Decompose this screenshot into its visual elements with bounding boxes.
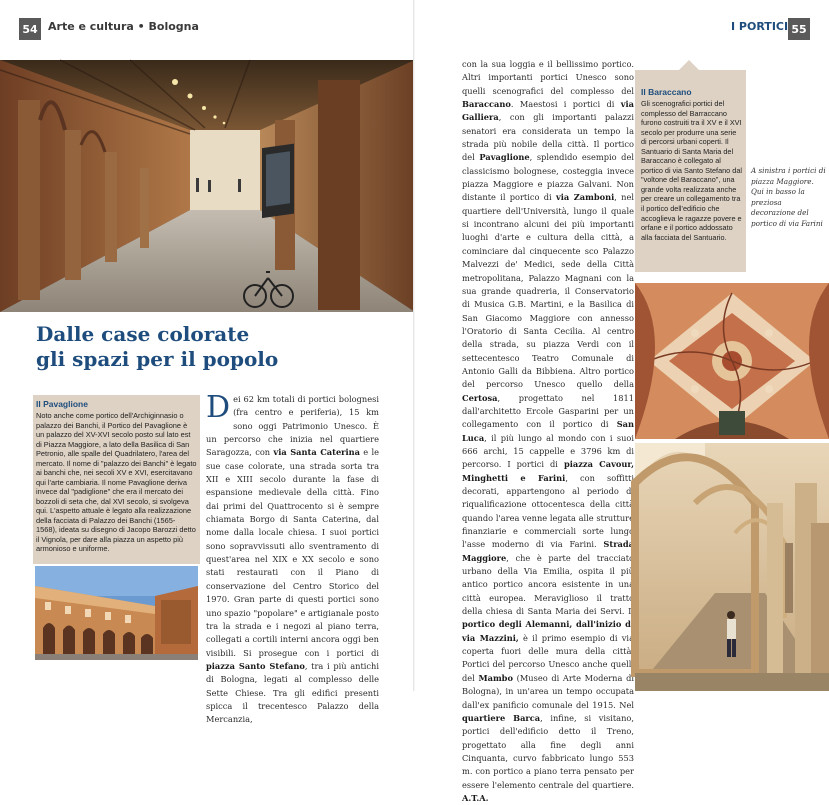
left-page bbox=[0, 0, 415, 725]
right-body-bold-2: via Galliera bbox=[462, 99, 634, 123]
page-number-left: 54 bbox=[19, 18, 41, 40]
right-body-text-6: , progettato nel 1811 dall'architetto Ercole Gasparini per un collegamento con il portico di bbox=[462, 392, 634, 430]
right-body-text-3: , con gli importanti palazzi senatori era considerata un tempo la strada più nobile della città. Il portico del bbox=[462, 112, 634, 163]
right-body-bold-7: piazza Cavour, Minghetti e Farini bbox=[462, 459, 635, 483]
left-body-text-1: ei 62 km totali di portici bolognesi (fra centro e periferia), 15 km sono oggi Patrimonio Unesco. È un percorso che inizia nel quartiere Saragozza, con bbox=[206, 394, 379, 458]
left-body-bold-2: piazza Santo Stefano bbox=[206, 660, 305, 671]
right-body-text-12: , infine, si visitano, portici dell'edificio detto il Treno, progettato alla fine degli anni Cinquanta, curvo fabbricato lungo 553 m. con portico a piano terra pensato per essere l'elemento centrale del quartiere. bbox=[462, 712, 635, 790]
title-line-1: Dalle case colorate bbox=[36, 322, 250, 346]
signature: A.T.A. bbox=[462, 792, 489, 803]
right-body-column bbox=[462, 58, 634, 805]
title-line-2: gli spazi per il popolo bbox=[36, 347, 279, 371]
pavaglione-photo bbox=[35, 566, 198, 660]
right-page bbox=[415, 0, 829, 803]
sidebar-pointer bbox=[679, 60, 699, 70]
sidebar-heading-baraccano: Il Baraccano bbox=[641, 87, 692, 97]
article-title bbox=[36, 322, 396, 372]
right-body-bold-11: quartiere Barca bbox=[462, 712, 541, 723]
running-head-left: Arte e cultura • Bologna bbox=[48, 20, 199, 33]
right-body-text-1: con la sua loggia e il bellissimo portico. Altri importanti portici Unesco sono quelli scenografici del complesso del bbox=[462, 59, 634, 96]
right-body-bold-4: via Zamboni bbox=[555, 192, 615, 203]
left-body-bold-1: via Santa Caterina bbox=[273, 447, 361, 458]
right-body-bold-5: Certosa bbox=[462, 392, 498, 403]
sidebar-heading-pavaglione: Il Pavaglione bbox=[36, 399, 88, 409]
portico-main-photo bbox=[0, 60, 415, 312]
running-head-right: I PORTICI bbox=[731, 20, 789, 33]
right-body-text-9: , che è parte del tracciato urbano della Via Emilia, ospita il più antico portico ancora esistente in una città europea. Meraviglioso il tratto della chiesa di Santa Maria dei Servi. Il bbox=[462, 552, 634, 617]
right-body-text-8: , con soffitti decorati, appartengono al periodo di riqualificazione ottocentesca della città quando l'area venne legata alle strutture finanziarie e commerciali sorte lungo l'asse moderno di via Farini. bbox=[462, 472, 634, 550]
right-body-text-5: , nel quartiere dell'Università, lungo il quale si incontrano alcuni dei più importanti luoghi d'arte e cultura della città, a cominciare dal cinquecente sco Palazzo Malvezzi de' Medici, sede della Città metropolitana, Palazzo Magnani con la sua grande quadreria, il Conservatorio di Musica G.B. Martini, e la Basilica di San Giacomo Maggiore con annesso l'Oratorio di Santa Cecilia. Al centro della strada, su piazza Verdi con il settecentesco Teatro Comunale di Antonio Galli da Bibbiena. Altro portico del percorso Unesco quello della bbox=[462, 192, 634, 390]
sidebar-text-pavaglione: Noto anche come portico dell'Archiginnasio o palazzo dei Banchi, il Portico del Pavaglione è un palazzo del XV-XVI secolo posto sul lato est di Piazza Maggiore, a lato della Basilica di San Petronio, alle spalle del Quadrilatero, l'area del mercato. Il nome di "palazzo dei Banchi" è legato ai banchi che, nei secoli XV e XVI, esercitavano qui l'arte cambiaria. Il nome Pavaglione deriva invece dal "padiglione" che era il mercato dei bozzoli di seta che, dal XVI secolo, si svolgeva qui. L'aspetto attuale è legato alla realizzazione della facciata di Palazzo dei Banchi (1565- 1568), ideata su disegno di Jacopo Barozzi detto il Vignola, per dare alla piazza un aspetto più armonioso e uniforme. bbox=[36, 411, 197, 553]
sidebar-baraccano bbox=[635, 70, 746, 272]
photo-caption: A sinistra i portici di piazza Maggiore. Qui in basso la preziosa decorazione del portico di via Farini bbox=[751, 166, 826, 228]
right-body-bold-8: Strada Maggiore bbox=[462, 539, 634, 563]
sidebar-text-baraccano: Gli scenografici portici del complesso del Barraccano furono costruiti tra il XV e il XVI secolo per produrre una serie di percorsi urbani coperti. Il Santuario di Santa Maria del Baraccano è collegato al portico di via Santo Stefano dal "voltone del Baraccano", una grande volta realizzata anche per creare un collegamento tra il portico dell'edificio che accoglieva le ragazze povere e orfane e il portico addossato alla facciata del Santuario. bbox=[641, 99, 743, 242]
sidebar-pavaglione bbox=[33, 395, 200, 564]
left-body-column bbox=[206, 390, 379, 727]
right-body-text-11: (Museo di Arte Moderna di Bologna), in un'area un tempo occupata dall'ex panificio comunale del 1915. Nel bbox=[462, 672, 634, 710]
right-body-bold-1: Baraccano bbox=[462, 99, 511, 110]
left-body-text-2: e le sue case colorate, una strada sorta tra XII e XIII secolo durante la fase di espansione medievale della città. Fino dai primi del Quattrocento si è sempre chiamata Borgo di Santa Caterina, dal nome dalla locale chiesa. I suoi portici sono sopravvissuti allo sventramento di quest'area nel XIX e XX secolo e sono stati restaurati con il Piano di conservazione del Centro Storico del 1970. Gran parte di questi portici sono uno spazio "popolare" e artigianale posto tra la strada e i negozi al piano terra, collegati a cortili interni ancora oggi ben visibili. Si prosegue con i portici di bbox=[206, 447, 379, 658]
right-body-text-4: , splendido esempio del classicismo bolognese, costeggia invece piazza Maggiore e piazza Galvani. Non distante il portico di bbox=[462, 152, 634, 203]
drop-cap: D bbox=[206, 390, 231, 425]
right-body-bold-3: Pavaglione bbox=[479, 152, 530, 163]
right-body-text-10: è il primo esempio di via coperta fuori delle mura della città. Portici del percorso Unesco anche quelli del bbox=[462, 632, 634, 683]
right-body-text-7: , il più lungo al mondo con i suoi 666 archi, 15 cappelle e 3796 km di percorso. I portici di bbox=[462, 432, 634, 470]
right-body-bold-9: portico degli Alemanni, dall'inizio di via Mazzini, bbox=[462, 619, 634, 643]
right-body-bold-6: San Luca bbox=[462, 419, 634, 443]
arcade-photo bbox=[635, 443, 829, 691]
left-body-text-3: , tra i più antichi di Bologna, legati al complesso delle Sette Chiese. Tra gli edifici presenti spicca il trecentesco Palazzo della Mercanzia, bbox=[206, 660, 379, 725]
ceiling-fresco-photo bbox=[635, 283, 829, 439]
right-body-bold-10: Mambo bbox=[478, 672, 513, 683]
right-body-text-2: . Maestosi i portici di bbox=[510, 99, 621, 110]
page-number-right: 55 bbox=[788, 18, 810, 40]
